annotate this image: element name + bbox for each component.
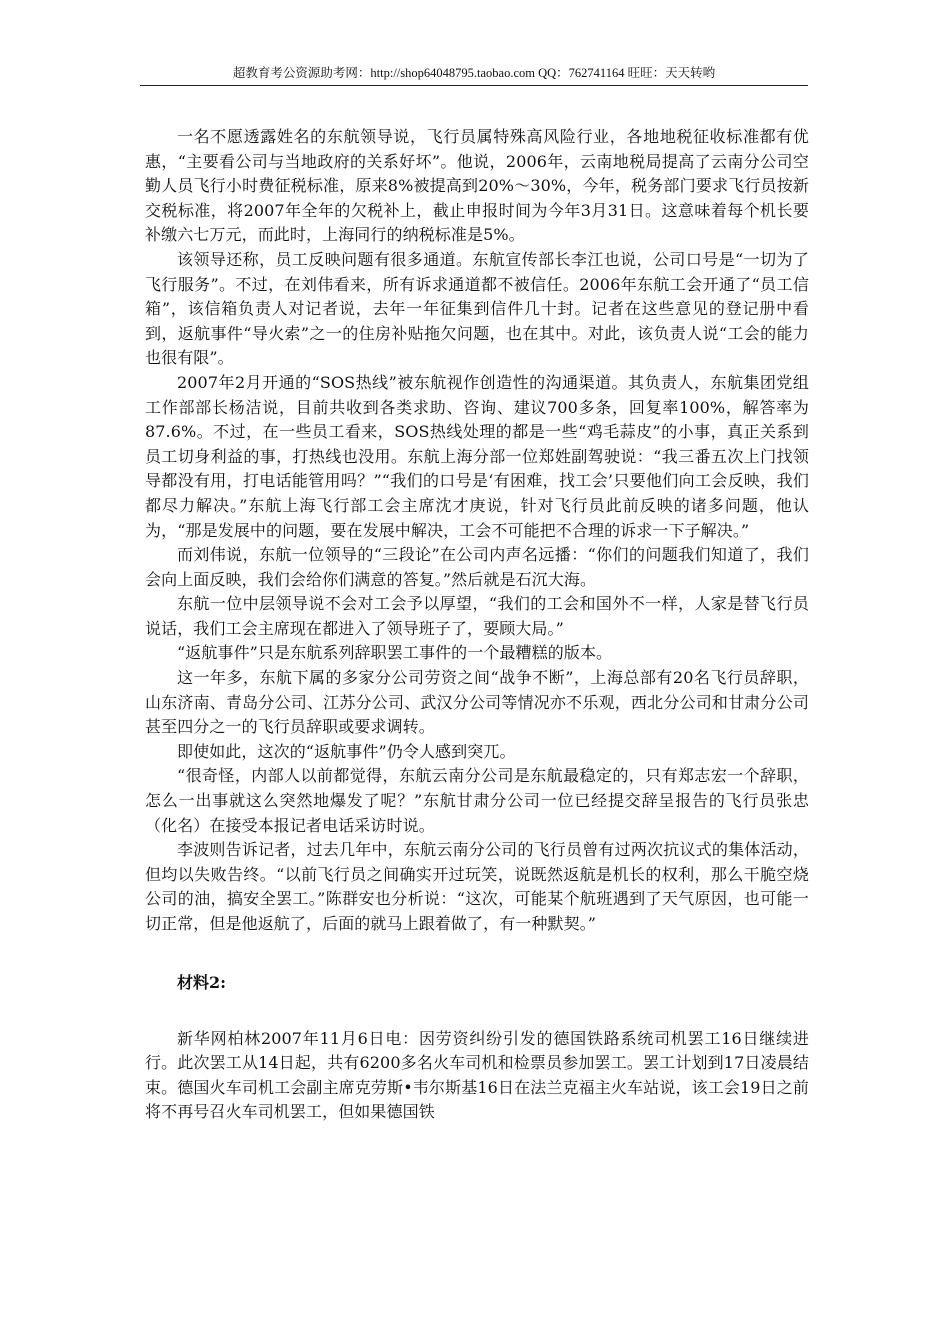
section-heading: 材料2:	[177, 972, 227, 992]
section-2-paragraph: 新华网柏林2007年11月6日电：因劳资纠纷引发的德国铁路系统司机罢工16日继续进行。此次罢工从14日起，共有6200多名火车司机和检票员参加罢工。罢工计划到17日凌晨结束。德国火车司机工会副主席克劳斯•韦尔斯基16日在法兰克福主火车站说，该工会19日之前将不再号召火车司机罢工，但如果德国铁	[145, 1028, 809, 1122]
paragraph-6: “返航事件”只是东航系列辞职罢工事件的一个最糟糕的版本。	[177, 643, 613, 663]
header-divider	[140, 85, 808, 86]
paragraph-3: 2007年2月开通的“SOS热线”被东航视作创造性的沟通渠道。其负责人，东航集团党组工作部部长杨洁说，目前共收到各类求助、咨询、建议700多条，回复率100%，解答率为87.6%。不过，在一些员工看来，SOS热线处理的都是一些“鸡毛蒜皮”的小事，真正关系到员工切身利益的事，打热线也没用。东航上海分部一位郑姓副驾驶说：“我三番五次上门找领导都没有用，打电话能管用吗？”“我们的口号是‘有困难，找工会’只要他们向工会反映，我们都尽力解决。”东航上海飞行部工会主席沈才庚说，针对飞行员此前反映的诸多问题，他认为，“那是发展中的问题，要在发展中解决，工会不可能把不合理的诉求一下子解决。”	[145, 372, 809, 540]
paragraph-9: “很奇怪，内部人以前都觉得，东航云南分公司是东航最稳定的，只有郑志宏一个辞职，怎么一出事就这么突然地爆发了呢？”东航甘肃分公司一位已经提交辞呈报告的飞行员张忠（化名）在接受本报记者电话采访时说。	[145, 766, 809, 835]
paragraph-2: 该领导还称，员工反映问题有很多通道。东航宣传部长李江也说，公司口号是“一切为了飞行服务”。不过，在刘伟看来，所有诉求通道都不被信任。2006年东航工会开通了“员工信箱”，该信箱负责人对记者说，去年一年征集到信件几十封。记者在这些意见的登记册中看到，返航事件“导火索”之一的住房补贴拖欠问题，也在其中。对此，该负责人说“工会的能力也很有限”。	[145, 249, 809, 368]
paragraph-10: 李波则告诉记者，过去几年中，东航云南分公司的飞行员曾有过两次抗议式的集体活动，但均以失败告终。“以前飞行员之间确实开过玩笑，说既然返航是机长的权利，那么干脆空烧公司的油，搞安全罢工。”陈群安也分析说：“这次，可能某个航班遇到了天气原因，也可能一切正常，但是他返航了，后面的就马上跟着做了，有一种默契。”	[145, 840, 809, 933]
paragraph-1: 一名不愿透露姓名的东航领导说，飞行员属特殊高风险行业，各地地税征收标准都有优惠，“主要看公司与当地政府的关系好坏”。他说，2006年，云南地税局提高了云南分公司空勤人员飞行小时费征税标准，原来8%被提高到20%～30%，今年，税务部门要求飞行员按新交税标准，将2007年全年的欠税补上，截止申报时间为今年3月31日。这意味着每个机长要补缴六七万元，而此时，上海同行的纳税标准是5%。	[145, 127, 809, 245]
paragraph-7: 这一年多，东航下属的多家分公司劳资之间“战争不断”，上海总部有20名飞行员辞职，山东济南、青岛分公司、江苏分公司、武汉分公司等情况亦不乐观，西北分公司和甘肃分公司甚至四分之一的飞行员辞职或要求调转。	[145, 668, 809, 737]
document-body	[145, 125, 809, 1125]
paragraph-5: 东航一位中层领导说不会对工会予以厚望，“我们的工会和国外不一样，人家是替飞行员说话，我们工会主席现在都进入了领导班子了，要顾大局。”	[145, 594, 809, 638]
paragraph-8: 即使如此，这次的“返航事件”仍令人感到突兀。	[177, 741, 516, 761]
page-header: 超教育考公资源助考网：http://shop64048795.taobao.com QQ：762741164 旺旺：天天转哟	[232, 66, 716, 80]
paragraph-4: 而刘伟说，东航一位领导的“三段论”在公司内声名远播：“你们的问题我们知道了，我们会向上面反映，我们会给你们满意的答复。”然后就是石沉大海。	[145, 545, 809, 589]
